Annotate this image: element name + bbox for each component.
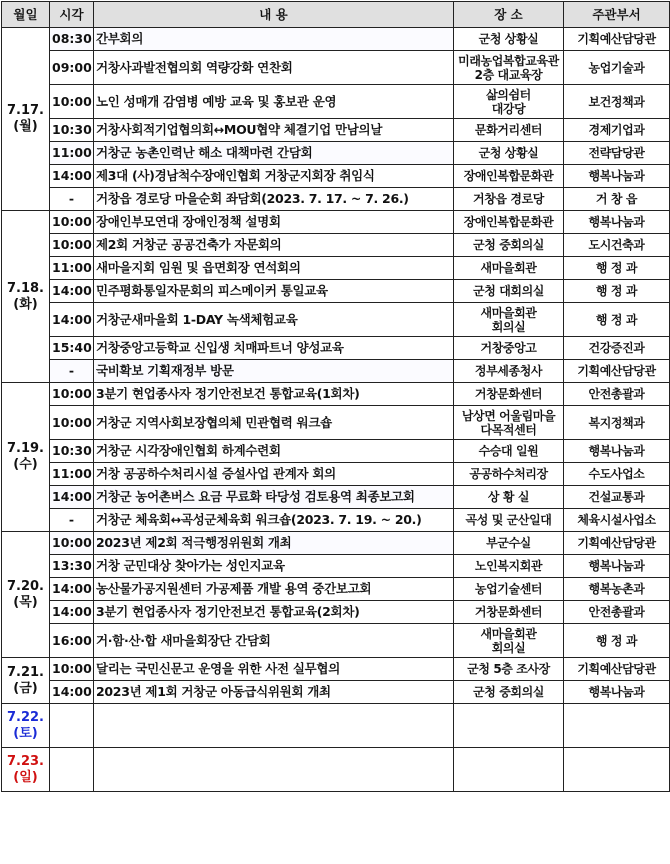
event-content: 민주평화통일자문회의 피스메이커 통일교육: [94, 280, 454, 303]
event-time: 13:30: [50, 555, 94, 578]
event-dept: 기획예산담당관: [564, 28, 670, 51]
event-place: 거창중앙고: [454, 337, 564, 360]
event-time: 14:00: [50, 165, 94, 188]
event-time: -: [50, 360, 94, 383]
event-content: 2023년 제2회 적극행정위원회 개최: [94, 532, 454, 555]
event-content: 거창군 지역사회보장협의체 민관협력 워크숍: [94, 406, 454, 440]
schedule-row: [2, 211, 670, 234]
event-dept: 행복나눔과: [564, 681, 670, 704]
event-dept: 행 정 과: [564, 257, 670, 280]
event-place: 군청 상황실: [454, 142, 564, 165]
event-time: 14:00: [50, 681, 94, 704]
event-time: 10:00: [50, 532, 94, 555]
event-place: 남상면 어울림마을 다목적센터: [454, 406, 564, 440]
event-time: [50, 748, 94, 792]
event-place: 미래농업복합교육관 2층 대교육장: [454, 51, 564, 85]
event-content: 장애인부모연대 장애인정책 설명회: [94, 211, 454, 234]
schedule-row: [2, 681, 670, 704]
event-content: 간부회의: [94, 28, 454, 51]
event-place: 부군수실: [454, 532, 564, 555]
schedule-row: [2, 188, 670, 211]
event-content: 농산물가공지원센터 가공제품 개발 용역 중간보고회: [94, 578, 454, 601]
event-place: 군청 5층 조사장: [454, 658, 564, 681]
event-content: [94, 704, 454, 748]
schedule-row: [2, 406, 670, 440]
day-date: 7.23. (일): [2, 748, 50, 792]
event-time: 10:00: [50, 383, 94, 406]
event-place: 삶의쉼터 대강당: [454, 85, 564, 119]
schedule-row: [2, 704, 670, 748]
schedule-row: [2, 578, 670, 601]
event-dept: 행 정 과: [564, 624, 670, 658]
event-place: 거창문화센터: [454, 383, 564, 406]
event-content: 국비확보 기획재정부 방문: [94, 360, 454, 383]
schedule-row: [2, 748, 670, 792]
schedule-row: [2, 257, 670, 280]
event-place: 정부세종청사: [454, 360, 564, 383]
event-time: 10:00: [50, 211, 94, 234]
event-content: 거창 군민대상 찾아가는 성인지교육: [94, 555, 454, 578]
event-time: 10:00: [50, 85, 94, 119]
event-place: 농업기술센터: [454, 578, 564, 601]
event-dept: 행복나눔과: [564, 555, 670, 578]
event-content: 새마을지회 임원 및 읍면회장 연석회의: [94, 257, 454, 280]
event-content: 제3대 (사)경남척수장애인협회 거창군지회장 취임식: [94, 165, 454, 188]
schedule-row: [2, 85, 670, 119]
day-date: 7.21. (금): [2, 658, 50, 704]
schedule-body: [2, 28, 670, 792]
schedule-row: [2, 337, 670, 360]
event-dept: 기획예산담당관: [564, 658, 670, 681]
event-time: 14:00: [50, 486, 94, 509]
event-time: 14:00: [50, 280, 94, 303]
event-place: 공공하수처리장: [454, 463, 564, 486]
event-place: 군청 대회의실: [454, 280, 564, 303]
event-content: 거창중앙고등학교 신입생 치매파트너 양성교육: [94, 337, 454, 360]
schedule-row: [2, 51, 670, 85]
event-place: 군청 중회의실: [454, 234, 564, 257]
event-place: 장애인복합문화관: [454, 211, 564, 234]
event-dept: 행복나눔과: [564, 165, 670, 188]
event-dept: 체육시설사업소: [564, 509, 670, 532]
event-dept: 보건정책과: [564, 85, 670, 119]
schedule-row: [2, 463, 670, 486]
day-date: 7.22. (토): [2, 704, 50, 748]
schedule-row: [2, 658, 670, 681]
event-dept: [564, 748, 670, 792]
schedule-row: [2, 440, 670, 463]
event-place: 군청 상황실: [454, 28, 564, 51]
event-time: 10:00: [50, 658, 94, 681]
event-content: 달리는 국민신문고 운영을 위한 사전 실무협의: [94, 658, 454, 681]
schedule-row: [2, 119, 670, 142]
event-dept: 행 정 과: [564, 280, 670, 303]
event-content: 제2회 거창군 공공건축가 자문회의: [94, 234, 454, 257]
event-content: 거창군 농촌인력난 해소 대책마련 간담회: [94, 142, 454, 165]
schedule-row: [2, 165, 670, 188]
day-date: 7.18. (화): [2, 211, 50, 383]
event-time: 11:00: [50, 142, 94, 165]
event-place: 노인복지회관: [454, 555, 564, 578]
event-dept: 거 창 읍: [564, 188, 670, 211]
schedule-row: [2, 624, 670, 658]
schedule-row: [2, 28, 670, 51]
event-time: 11:00: [50, 463, 94, 486]
event-dept: 경제기업과: [564, 119, 670, 142]
event-content: 거창사과발전협의회 역량강화 연찬회: [94, 51, 454, 85]
event-time: 11:00: [50, 257, 94, 280]
event-content: 거창군새마을회 1-DAY 녹색체험교육: [94, 303, 454, 337]
event-time: 10:30: [50, 440, 94, 463]
event-place: 장애인복합문화관: [454, 165, 564, 188]
schedule-row: [2, 142, 670, 165]
event-content: 거창 공공하수처리시설 증설사업 관계자 회의: [94, 463, 454, 486]
header-place: 장 소: [454, 2, 564, 28]
event-time: 08:30: [50, 28, 94, 51]
event-time: 14:00: [50, 303, 94, 337]
event-time: 10:30: [50, 119, 94, 142]
event-time: -: [50, 509, 94, 532]
event-content: 거창군 시각장애인협회 하계수련회: [94, 440, 454, 463]
schedule-header: [2, 2, 670, 28]
event-content: 거창읍 경로당 마을순회 좌담회(2023. 7. 17. ~ 7. 26.): [94, 188, 454, 211]
event-content: 거·함·산·합 새마을회장단 간담회: [94, 624, 454, 658]
event-place: 새마을회관 회의실: [454, 624, 564, 658]
event-place: [454, 748, 564, 792]
schedule-row: [2, 303, 670, 337]
schedule-row: [2, 601, 670, 624]
event-place: 문화거리센터: [454, 119, 564, 142]
event-place: 군청 중회의실: [454, 681, 564, 704]
event-dept: 행 정 과: [564, 303, 670, 337]
event-dept: 안전총괄과: [564, 383, 670, 406]
event-time: 16:00: [50, 624, 94, 658]
header-dept: 주관부서: [564, 2, 670, 28]
header-content: 내 용: [94, 2, 454, 28]
event-dept: 건강증진과: [564, 337, 670, 360]
day-date: 7.19. (수): [2, 383, 50, 532]
schedule-table: [1, 1, 670, 792]
event-dept: 복지정책과: [564, 406, 670, 440]
schedule-row: [2, 555, 670, 578]
schedule-row: [2, 360, 670, 383]
event-dept: 전략담당관: [564, 142, 670, 165]
schedule-row: [2, 532, 670, 555]
event-dept: 행복나눔과: [564, 211, 670, 234]
day-date: 7.17. (월): [2, 28, 50, 211]
event-place: 새마을회관 회의실: [454, 303, 564, 337]
event-time: 14:00: [50, 601, 94, 624]
event-dept: 기획예산담당관: [564, 360, 670, 383]
day-date: 7.20. (목): [2, 532, 50, 658]
event-place: [454, 704, 564, 748]
event-content: 2023년 제1회 거창군 아동급식위원회 개최: [94, 681, 454, 704]
event-dept: 도시건축과: [564, 234, 670, 257]
event-place: 거창읍 경로당: [454, 188, 564, 211]
event-place: 곡성 및 군산일대: [454, 509, 564, 532]
header-time: 시각: [50, 2, 94, 28]
event-dept: 행복농촌과: [564, 578, 670, 601]
event-place: 거창문화센터: [454, 601, 564, 624]
schedule-row: [2, 234, 670, 257]
event-time: [50, 704, 94, 748]
event-content: 3분기 현업종사자 정기안전보건 통합교육(2회차): [94, 601, 454, 624]
event-dept: [564, 704, 670, 748]
schedule-row: [2, 383, 670, 406]
schedule-row: [2, 486, 670, 509]
event-time: 14:00: [50, 578, 94, 601]
event-dept: 농업기술과: [564, 51, 670, 85]
event-time: -: [50, 188, 94, 211]
event-content: 거창군 체육회↔곡성군체육회 워크숍(2023. 7. 19. ~ 20.): [94, 509, 454, 532]
schedule-row: [2, 280, 670, 303]
event-time: 10:00: [50, 406, 94, 440]
event-place: 수승대 일원: [454, 440, 564, 463]
event-content: 거창사회적기업협의회↔MOU협약 체결기업 만남의날: [94, 119, 454, 142]
event-dept: 수도사업소: [564, 463, 670, 486]
event-time: 09:00: [50, 51, 94, 85]
header-date: 월일: [2, 2, 50, 28]
event-content: [94, 748, 454, 792]
event-place: 상 황 실: [454, 486, 564, 509]
event-dept: 기획예산담당관: [564, 532, 670, 555]
event-dept: 건설교통과: [564, 486, 670, 509]
event-dept: 행복나눔과: [564, 440, 670, 463]
schedule-row: [2, 509, 670, 532]
event-content: 노인 성매개 감염병 예방 교육 및 홍보관 운영: [94, 85, 454, 119]
event-content: 거창군 농어촌버스 요금 무료화 타당성 검토용역 최종보고회: [94, 486, 454, 509]
event-time: 15:40: [50, 337, 94, 360]
event-content: 3분기 현업종사자 정기안전보건 통합교육(1회차): [94, 383, 454, 406]
event-dept: 안전총괄과: [564, 601, 670, 624]
event-place: 새마을회관: [454, 257, 564, 280]
event-time: 10:00: [50, 234, 94, 257]
